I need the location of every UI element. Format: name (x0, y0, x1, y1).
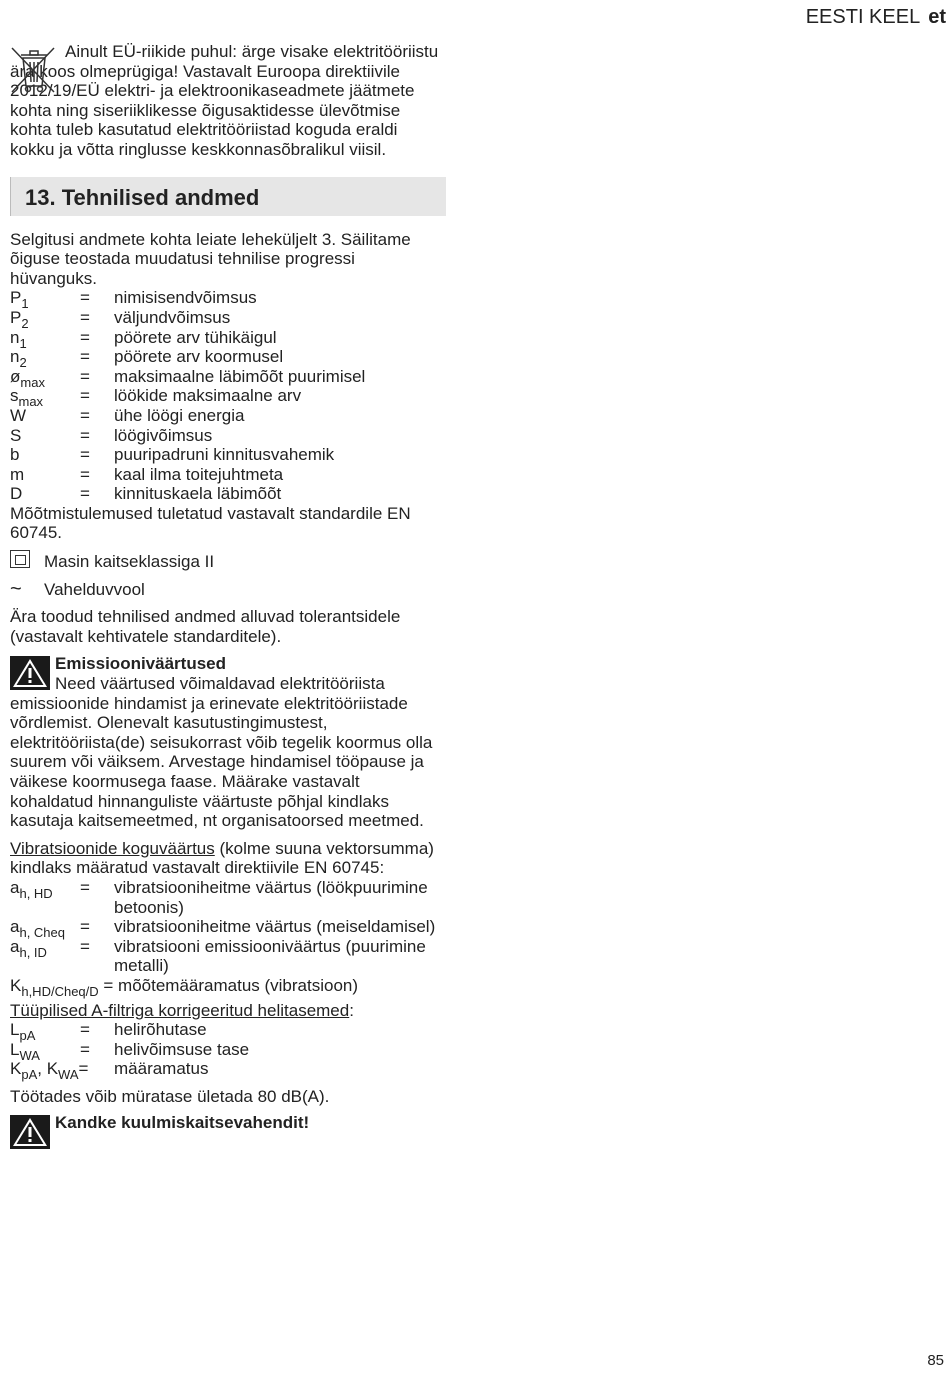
noise-row (10, 1020, 446, 1044)
language-header (806, 8, 946, 28)
definition-row (10, 327, 446, 351)
definition-equals: = (80, 327, 90, 347)
intro-paragraph: Selgitusi andmete kohta leiate leheküljelt 3. Säilitame õiguse teostada muudatusi tehnilise progressi hüvanguks. (10, 229, 411, 288)
vibration-row (10, 878, 446, 917)
definition-row (10, 307, 446, 331)
hearing-warning (10, 1113, 446, 1133)
definitions-list (10, 288, 446, 504)
definition-row (10, 465, 446, 485)
protection-class-ii-icon (10, 550, 30, 568)
tolerance-note: Ära toodud tehnilised andmed alluvad tolerantsidele (vastavalt kehtivatele standarditele). (10, 607, 401, 646)
ac-label: Vahelduvvool (44, 579, 145, 599)
definition-description: nimisisendvõimsus (114, 288, 257, 308)
vibration-equals: = (80, 936, 90, 956)
noise-intro (10, 1001, 446, 1021)
definition-symbol: $n_2$ (10, 347, 27, 371)
noise-row (10, 1039, 446, 1063)
definition-equals: = (80, 484, 90, 504)
noise-k-symbols (10, 1059, 114, 1083)
alternating-current-icon: ~ (10, 578, 22, 601)
vibration-description: vibratsiooniheitme väärtus (löökpuurimine betoonis) (114, 877, 428, 917)
vibration-equals: = (80, 917, 90, 937)
definition-equals: = (80, 445, 90, 465)
main-column (10, 42, 446, 1132)
vibration-row (10, 937, 446, 976)
vibration-title: Vibratsioonide koguväärtus (10, 838, 215, 858)
noise-description: helirõhutase (114, 1020, 207, 1040)
definition-description: pöörete arv koormusel (114, 347, 284, 367)
noise-colon: : (349, 1000, 354, 1020)
definition-row (10, 366, 446, 390)
definition-row (10, 484, 446, 504)
vibration-uncertainty (10, 975, 446, 999)
emission-text: Need väärtused võimaldavad elektritööriista emissioonide hindamist ja erinevate elektritööriistade võrdlemist. Olenevalt kasutustingimustest, elektritööriista(de) seisukorrast võib tegelik koormus olla suurem või väiksem. Arvestage hindamisel tööpause ja väikese koormusega faase. Määrake vastavalt kohaldatud hinnanguliste väärtuste põhjal kindlaks kasutaja kaitsemeetmed, nt organisatoorsed meetmed. (10, 674, 433, 831)
definition-equals: = (80, 405, 90, 425)
vibration-intro (10, 839, 446, 878)
noise-uncertainty-row (10, 1059, 446, 1083)
definition-description: kaal ilma toitejuhtmeta (114, 464, 284, 484)
measurement-note: Mõõtmistulemused tuletatud vastavalt standardile EN 60745. (10, 503, 411, 543)
definition-symbol: $n_1$ (10, 327, 27, 351)
warning-triangle-icon (10, 1115, 50, 1149)
definition-equals: = (80, 386, 90, 406)
kpa-subscript: pA (21, 1067, 38, 1083)
noise-symbol: $L_{pA}$ (10, 1020, 36, 1044)
vibration-equals: = (80, 877, 90, 897)
language-name: EESTI KEEL (805, 6, 921, 28)
vibration-symbol: $a_{h, Cheq}$ (10, 917, 66, 941)
kpa-symbol: K (10, 1059, 22, 1079)
definition-row (10, 445, 446, 465)
weee-body: Vastavalt Euroopa direktiivile 2012/19/EÜ elektri- ja elektroonikaseadmete jäätmete kohta ning siseriiklikesse õigusaktidesse ülevõtmise kohta tuleb kasutatud elektritööriistad koguda eraldi kokku ja võtta ringlusse keskkonnasõbralikul viisil. (10, 61, 415, 159)
definition-description: väljundvõimsus (114, 307, 231, 327)
definition-equals: = (80, 347, 90, 367)
k-separator: , (37, 1059, 47, 1079)
weee-notice (10, 42, 446, 160)
definition-description: löökide maksimaalne arv (114, 386, 302, 406)
definition-row (10, 386, 446, 410)
language-code: et (928, 6, 946, 28)
k-symbol: K (10, 975, 22, 995)
definition-symbol: m (10, 464, 25, 484)
page-number: 85 (927, 1352, 944, 1370)
noise-list (10, 1020, 446, 1063)
vibration-intro-rest: (kolme suuna vektorsumma) kindlaks määratud vastavalt direktiivile EN 60745: (10, 838, 434, 878)
vibration-symbol: $a_{h, ID}$ (10, 936, 47, 960)
emission-title: Emissiooniväärtused (55, 654, 227, 674)
definition-description: puuripadruni kinnitusvahemik (114, 445, 335, 465)
definition-equals: = (80, 425, 90, 445)
definition-description: kinnituskaela läbimõõt (114, 484, 282, 504)
definition-symbol: b (10, 445, 20, 465)
noise-note: Töötades võib müratase ületada 80 dB(A). (10, 1086, 330, 1106)
weee-first-line: Ainult EÜ-riikide puhul: ärge visake elektritööriistu ära koos olmeprügiga! (10, 42, 439, 81)
noise-symbol: $L_{WA}$ (10, 1039, 40, 1063)
vibration-list (10, 878, 446, 976)
vibration-description: vibratsiooniheitme väärtus (meiseldamisel) (114, 917, 436, 937)
definition-symbol: S (10, 425, 22, 445)
hearing-warning-text: Kandke kuulmiskaitsevahendit! (55, 1112, 310, 1132)
warning-triangle-icon (10, 656, 50, 690)
protection-class-label: Masin kaitseklassiga II (44, 551, 215, 571)
kwa-subscript: WA (58, 1067, 79, 1083)
vibration-symbol: $a_{h, HD}$ (10, 877, 53, 901)
definition-row (10, 288, 446, 312)
definition-symbol: W (10, 405, 27, 425)
crossed-bin-icon (10, 44, 60, 96)
emission-warning (10, 654, 446, 830)
section-title: 13. Tehnilised andmed (25, 184, 260, 210)
definition-equals: = (80, 307, 90, 327)
definition-equals: = (80, 366, 90, 386)
noise-title: Tüüpilised A-filtriga korrigeeritud helitasemed (10, 1000, 350, 1020)
definition-symbol: $s_{max}$ (10, 386, 44, 410)
noise-description: helivõimsuse tase (114, 1039, 250, 1059)
noise-equals: = (80, 1039, 90, 1059)
definition-symbol: $P_1$ (10, 288, 29, 312)
k-description: = mõõtemääramatus (vibratsioon) (103, 975, 359, 995)
section-heading (10, 177, 446, 216)
definition-row (10, 406, 446, 426)
definition-symbol: $P_2$ (10, 307, 29, 331)
weee-paragraph (10, 42, 446, 160)
k-subscript: h,HD/Cheq/D (21, 983, 99, 999)
definition-row (10, 347, 446, 371)
definition-description: ühe löögi energia (114, 405, 245, 425)
vibration-description: vibratsiooni emissiooniväärtus (puurimine metalli) (114, 936, 426, 976)
noise-k-description: määramatus (114, 1059, 209, 1079)
kwa-symbol: K (46, 1059, 59, 1079)
definition-equals: = (80, 288, 90, 308)
definition-equals: = (80, 464, 90, 484)
definition-description: pöörete arv tühikäigul (114, 327, 277, 347)
definition-symbol: D (10, 484, 23, 504)
definition-row (10, 426, 446, 446)
definition-description: maksimaalne läbimõõt puurimisel (114, 366, 366, 386)
definition-description: löögivõimsus (114, 425, 213, 445)
noise-equals: = (80, 1020, 90, 1040)
protection-class-row (10, 550, 446, 573)
ac-row (10, 580, 446, 600)
vibration-row (10, 917, 446, 941)
k-equals: = (78, 1059, 89, 1079)
definition-symbol: $ø_{max}$ (10, 366, 45, 390)
